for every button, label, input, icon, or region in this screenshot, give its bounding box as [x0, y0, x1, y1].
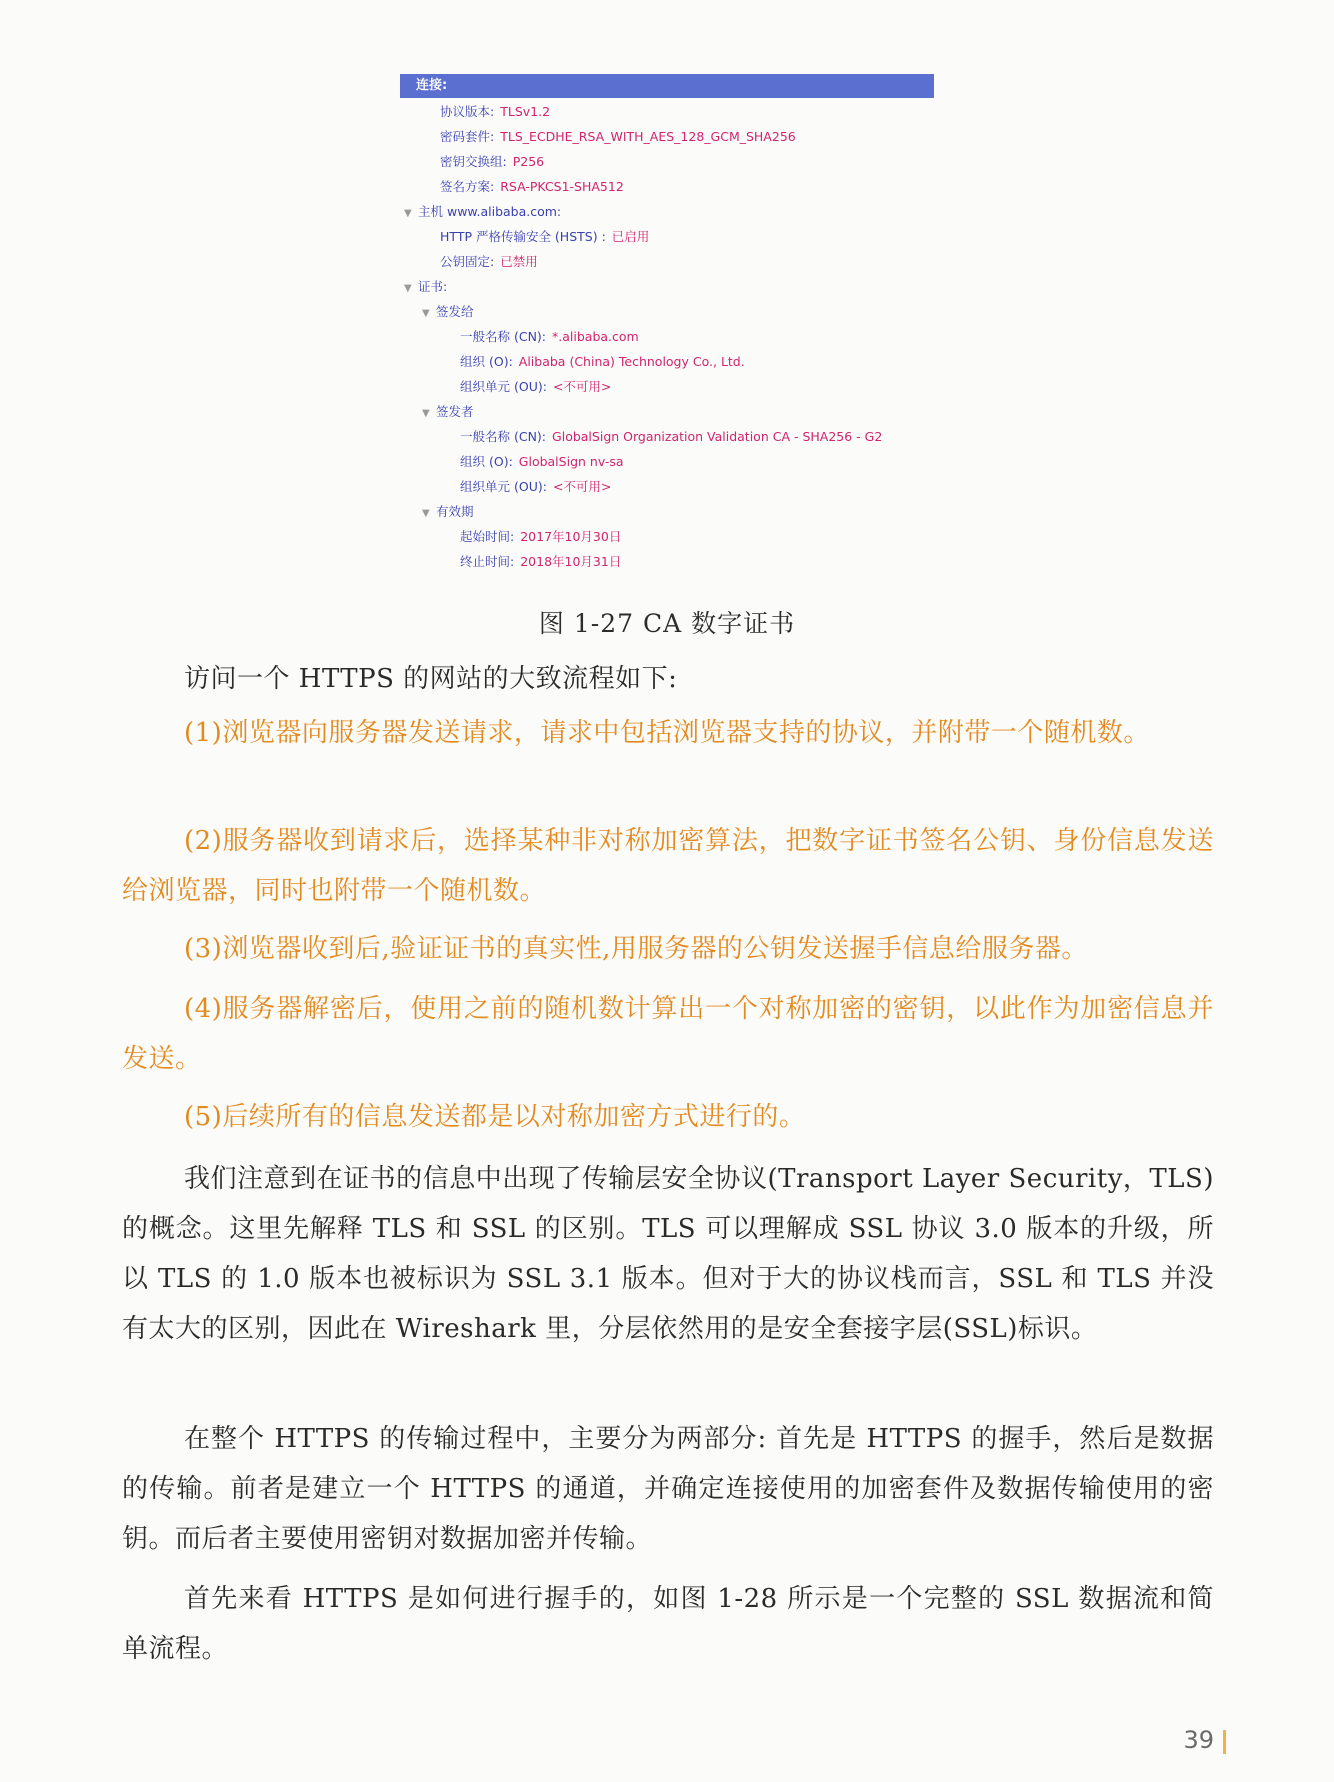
issued-to-o-row — [460, 352, 745, 372]
issuer-row[interactable] — [422, 402, 474, 422]
issuer-o-value: GlobalSign nv-sa — [518, 454, 624, 469]
issuer-o-row — [460, 452, 624, 472]
validity-label: 有效期 — [436, 504, 474, 519]
pinning-label: 公钥固定: — [440, 254, 495, 269]
hsts-row — [440, 227, 649, 247]
signature-row — [440, 177, 624, 197]
chevron-down-icon[interactable]: ▼ — [422, 408, 430, 419]
issued-to-ou-row — [460, 377, 611, 397]
certificate-label: 证书: — [418, 279, 448, 294]
pinning-value: 已禁用 — [500, 254, 538, 269]
handshake-paragraph: 首先来看 HTTPS 是如何进行握手的，如图 1-28 所示是一个完整的 SSL 数据流和简单流程。 — [122, 1584, 1214, 1664]
host-label: 主机 www.alibaba.com: — [418, 204, 562, 219]
issued-to-ou-value: <不可用> — [552, 379, 612, 394]
connection-header: 连接: — [400, 74, 934, 98]
cipher-row — [440, 127, 796, 147]
step-5-paragraph: (5)后续所有的信息发送都是以对称加密方式进行的。 — [184, 1102, 806, 1132]
issuer-o-label: 组织 (O): — [460, 454, 513, 469]
tls-paragraph: 我们注意到在证书的信息中出现了传输层安全协议(Transport Layer Security，TLS)的概念。这里先解释 TLS 和 SSL 的区别。TLS 可以理解成 SSL 协议 3.0 版本的升级，所以 TLS 的 1.0 版本也被标识为 SSL 3.1 版本。但对于大的协议栈而言，SSL 和 TLS 并没有太大的区别，因此在 Wireshark 里，分层依然用的是安全套接字层(SSL)标识。 — [122, 1164, 1214, 1344]
issuer-label: 签发者 — [436, 404, 474, 419]
step-4-paragraph: (4)服务器解密后，使用之前的随机数计算出一个对称加密的密钥，以此作为加密信息并发送。 — [122, 994, 1214, 1074]
hsts-label: HTTP 严格传输安全 (HSTS) : — [440, 229, 606, 244]
chevron-down-icon[interactable]: ▼ — [422, 308, 430, 319]
chevron-down-icon[interactable]: ▼ — [404, 208, 412, 219]
step-2-paragraph: (2)服务器收到请求后，选择某种非对称加密算法，把数字证书签名公钥、身份信息发送给浏览器，同时也附带一个随机数。 — [122, 826, 1214, 906]
certificate-row[interactable] — [404, 277, 447, 297]
cipher-label: 密码套件: — [440, 129, 495, 144]
chevron-down-icon[interactable]: ▼ — [422, 508, 430, 519]
start-date-row — [460, 527, 621, 547]
issued-to-label: 签发给 — [436, 304, 474, 319]
page-number: 39 — [1183, 1726, 1214, 1754]
issuer-cn-label: 一般名称 (CN): — [460, 429, 547, 444]
start-date-label: 起始时间: — [460, 529, 515, 544]
step-3-paragraph: (3)浏览器收到后,验证证书的真实性,用服务器的公钥发送握手信息给服务器。 — [184, 934, 1088, 964]
figure-caption: 图 1-27 CA 数字证书 — [538, 609, 796, 638]
protocol-label: 协议版本: — [440, 104, 495, 119]
intro-paragraph: 访问一个 HTTPS 的网站的大致流程如下: — [184, 664, 678, 694]
issued-to-cn-row — [460, 327, 639, 347]
issued-to-cn-label: 一般名称 (CN): — [460, 329, 547, 344]
kex-label: 密钥交换组: — [440, 154, 507, 169]
start-date-value: 2017年10月30日 — [520, 529, 622, 544]
chevron-down-icon[interactable]: ▼ — [404, 283, 412, 294]
process-paragraph: 在整个 HTTPS 的传输过程中，主要分为两部分: 首先是 HTTPS 的握手，然后是数据的传输。前者是建立一个 HTTPS 的通道，并确定连接使用的加密套件及数据传输使用的密钥。而后者主要使用密钥对数据加密并传输。 — [122, 1424, 1214, 1554]
validity-row[interactable] — [422, 502, 474, 522]
step-1-paragraph: (1)浏览器向服务器发送请求，请求中包括浏览器支持的协议，并附带一个随机数。 — [184, 718, 1150, 748]
end-date-row — [460, 552, 621, 572]
issued-to-o-label: 组织 (O): — [460, 354, 513, 369]
issuer-ou-label: 组织单元 (OU): — [460, 479, 547, 494]
issued-to-ou-label: 组织单元 (OU): — [460, 379, 547, 394]
issuer-ou-value: <不可用> — [552, 479, 612, 494]
issued-to-o-value: Alibaba (China) Technology Co., Ltd. — [518, 354, 745, 369]
signature-label: 签名方案: — [440, 179, 495, 194]
page-number-bar — [1223, 1730, 1226, 1754]
issuer-cn-value: GlobalSign Organization Validation CA - SHA256 - G2 — [552, 429, 883, 444]
issuer-cn-row — [460, 427, 882, 447]
protocol-value: TLSv1.2 — [500, 104, 551, 119]
protocol-row — [440, 102, 550, 122]
certificate-screenshot — [400, 74, 940, 580]
issued-to-row[interactable] — [422, 302, 474, 322]
end-date-label: 终止时间: — [460, 554, 515, 569]
issuer-ou-row — [460, 477, 611, 497]
kex-value: P256 — [512, 154, 545, 169]
kex-row — [440, 152, 544, 172]
cipher-value: TLS_ECDHE_RSA_WITH_AES_128_GCM_SHA256 — [500, 129, 796, 144]
end-date-value: 2018年10月31日 — [520, 554, 622, 569]
hsts-value: 已启用 — [611, 229, 650, 244]
pinning-row — [440, 252, 538, 272]
host-row[interactable] — [404, 202, 561, 222]
issued-to-cn-value: *.alibaba.com — [552, 329, 639, 344]
signature-value: RSA-PKCS1-SHA512 — [500, 179, 624, 194]
